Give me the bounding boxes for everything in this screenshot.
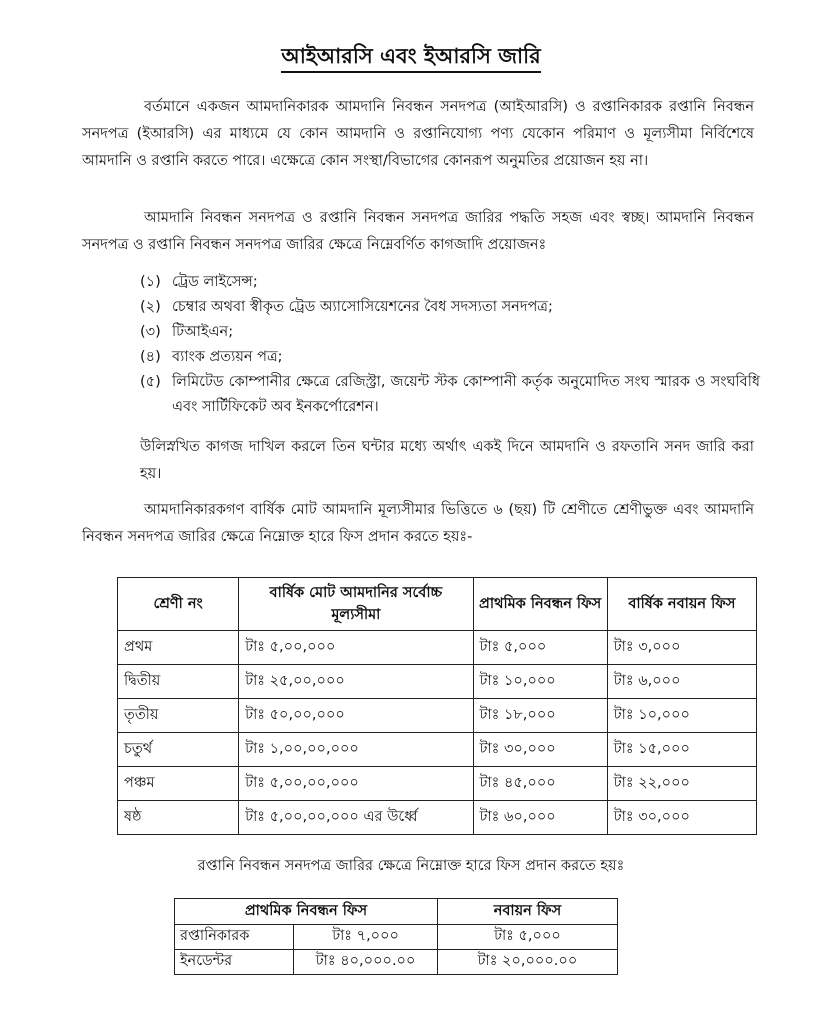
cell-category: পঞ্চম bbox=[118, 767, 239, 801]
procedure-paragraph: আমদানি নিবন্ধন সনদপত্র ও রপ্তানি নিবন্ধন সনদপত্র জারির পদ্ধতি সহজ এবং স্বচ্ছ। আমদানি নিবন্ধন সনদপত্র ও রপ্তানি নিবন্ধন সনদপত্র জারির ক্ষেত্রে নিম্নেবর্ণিত কাগজাদি প্রয়োজনঃ bbox=[82, 210, 754, 253]
cell-renewal-fee: টাঃ ৬,০০০ bbox=[607, 665, 756, 699]
table-row bbox=[175, 925, 618, 950]
cell-limit: টাঃ ২৫,০০,০০০ bbox=[239, 665, 473, 699]
table-row bbox=[118, 733, 757, 767]
list-item-number: (৫) bbox=[140, 374, 161, 390]
cell-renewal-fee: টাঃ ২০,০০০.০০ bbox=[437, 950, 617, 975]
cell-limit: টাঃ ৫০,০০,০০০ bbox=[239, 699, 473, 733]
import-fee-table bbox=[117, 577, 757, 835]
cell-category: ষষ্ঠ bbox=[118, 801, 239, 835]
import-fee-paragraph: আমদানিকারকগণ বার্ষিক মোট আমদানি মূল্যসীমার ভিত্তিতে ৬ (ছয়) টি শ্রেণীতে শ্রেণীভুক্ত এবং আমদানি নিবন্ধন সনদপত্র জারির ক্ষেত্রে নিম্নোক্ত হারে ফিস প্রদান করতে হয়ঃ- bbox=[82, 502, 754, 545]
intro-paragraph: বর্তমানে একজন আমদানিকারক আমদানি নিবন্ধন সনদপত্র (আইআরসি) ও রপ্তানিকারক রপ্তানি নিবন্ধন সনদপত্র (ইআরসি) এর মাধ্যমে যে কোন আমদানি ও রপ্তানিযোগ্য পণ্য যেকোন পরিমাণ ও মূল্যসীমা নির্বিশেষে আমদানি ও রপ্তানি করতে পারে। এক্ষেত্রে কোন সংস্থা/বিভাগের কোনরূপ অনুমতির প্রয়োজন হয় না। bbox=[82, 99, 754, 169]
table-row bbox=[175, 950, 618, 975]
table-header-row bbox=[118, 578, 757, 631]
cell-renewal-fee: টাঃ ৫,০০০ bbox=[437, 925, 617, 950]
issuance-paragraph: উলিস্নখিত কাগজ দাখিল করলে তিন ঘন্টার মধ্যে অর্থাৎ একই দিনে আমদানি ও রফতানি সনদ জারি করা হয়। bbox=[140, 439, 754, 482]
cell-limit: টাঃ ৫,০০,০০০ bbox=[239, 631, 473, 665]
list-item-number: (৩) bbox=[140, 324, 161, 340]
list-item-text: চেম্বার অথবা স্বীকৃত ট্রেড অ্যাসোসিয়েশনের বৈধ সদস্যতা সনদপত্র; bbox=[172, 299, 553, 315]
cell-limit: টাঃ ১,০০,০০,০০০ bbox=[239, 733, 473, 767]
cell-initial-fee: টাঃ ৪৫,০০০ bbox=[473, 767, 607, 801]
export-fee-table bbox=[174, 898, 618, 975]
cell-renewal-fee: টাঃ ১৫,০০০ bbox=[607, 733, 756, 767]
cell-initial-fee: টাঃ ৫,০০০ bbox=[473, 631, 607, 665]
cell-renewal-fee: টাঃ ৩,০০০ bbox=[607, 631, 756, 665]
cell-category: দ্বিতীয় bbox=[118, 665, 239, 699]
header-renewal-fee: নবায়ন ফিস bbox=[437, 899, 617, 925]
header-renewal-fee: বার্ষিক নবায়ন ফিস bbox=[607, 578, 756, 631]
cell-renewal-fee: টাঃ ৩০,০০০ bbox=[607, 801, 756, 835]
list-item-text: ব্যাংক প্রত্যয়ন পত্র; bbox=[172, 349, 283, 365]
cell-initial-fee: টাঃ ১০,০০০ bbox=[473, 665, 607, 699]
table-row bbox=[118, 699, 757, 733]
cell-initial-fee: টাঃ ৪০,০০০.০০ bbox=[294, 950, 438, 975]
cell-initial-fee: টাঃ ৬০,০০০ bbox=[473, 801, 607, 835]
cell-initial-fee: টাঃ ৭,০০০ bbox=[294, 925, 438, 950]
header-max-import-limit: বার্ষিক মোট আমদানির সর্বোচ্চ মূল্যসীমা bbox=[239, 578, 473, 631]
cell-initial-fee: টাঃ ১৮,০০০ bbox=[473, 699, 607, 733]
page-title bbox=[0, 40, 822, 75]
table-row bbox=[118, 801, 757, 835]
list-item-text: ট্রেড লাইসেন্স; bbox=[172, 274, 258, 290]
cell-renewal-fee: টাঃ ২২,০০০ bbox=[607, 767, 756, 801]
cell-limit: টাঃ ৫,০০,০০,০০০ bbox=[239, 767, 473, 801]
list-item bbox=[140, 345, 760, 370]
list-item bbox=[140, 295, 760, 320]
table-row bbox=[118, 767, 757, 801]
table-row bbox=[118, 631, 757, 665]
cell-limit: টাঃ ৫,০০,০০,০০০ এর উর্ধ্বে bbox=[239, 801, 473, 835]
list-item-number: (১) bbox=[140, 274, 161, 290]
page-title-text: আইআরসি এবং ইআরসি জারি bbox=[281, 44, 540, 73]
cell-initial-fee: টাঃ ৩০,০০০ bbox=[473, 733, 607, 767]
list-item bbox=[140, 320, 760, 345]
list-item bbox=[140, 270, 760, 295]
list-item-text: টিআইএন; bbox=[172, 324, 234, 340]
cell-type: রপ্তানিকারক bbox=[175, 925, 294, 950]
cell-category: তৃতীয় bbox=[118, 699, 239, 733]
cell-type: ইনডেন্টর bbox=[175, 950, 294, 975]
list-item-number: (২) bbox=[140, 299, 161, 315]
header-category: শ্রেণী নং bbox=[118, 578, 239, 631]
required-documents-list bbox=[140, 270, 760, 420]
cell-renewal-fee: টাঃ ১০,০০০ bbox=[607, 699, 756, 733]
export-fee-caption: রপ্তানি নিবন্ধন সনদপত্র জারির ক্ষেত্রে নিম্নোক্ত হারে ফিস প্রদান করতে হয়ঃ bbox=[197, 858, 625, 874]
header-initial-fee: প্রাথমিক নিবন্ধন ফিস bbox=[175, 899, 438, 925]
header-initial-fee: প্রাথমিক নিবন্ধন ফিস bbox=[473, 578, 607, 631]
table-header-row bbox=[175, 899, 618, 925]
cell-category: প্রথম bbox=[118, 631, 239, 665]
list-item-number: (৪) bbox=[140, 349, 161, 365]
cell-category: চতুর্থ bbox=[118, 733, 239, 767]
list-item bbox=[140, 370, 760, 420]
list-item-text: লিমিটেড কোম্পানীর ক্ষেত্রে রেজিস্ট্রা, জয়েন্ট স্টক কোম্পানী কর্তৃক অনুমোদিত সংঘ স্মারক ও সংঘবিধি এবং সার্টিফিকেট অব ইনকর্পোরেশন। bbox=[172, 374, 760, 415]
table-row bbox=[118, 665, 757, 699]
